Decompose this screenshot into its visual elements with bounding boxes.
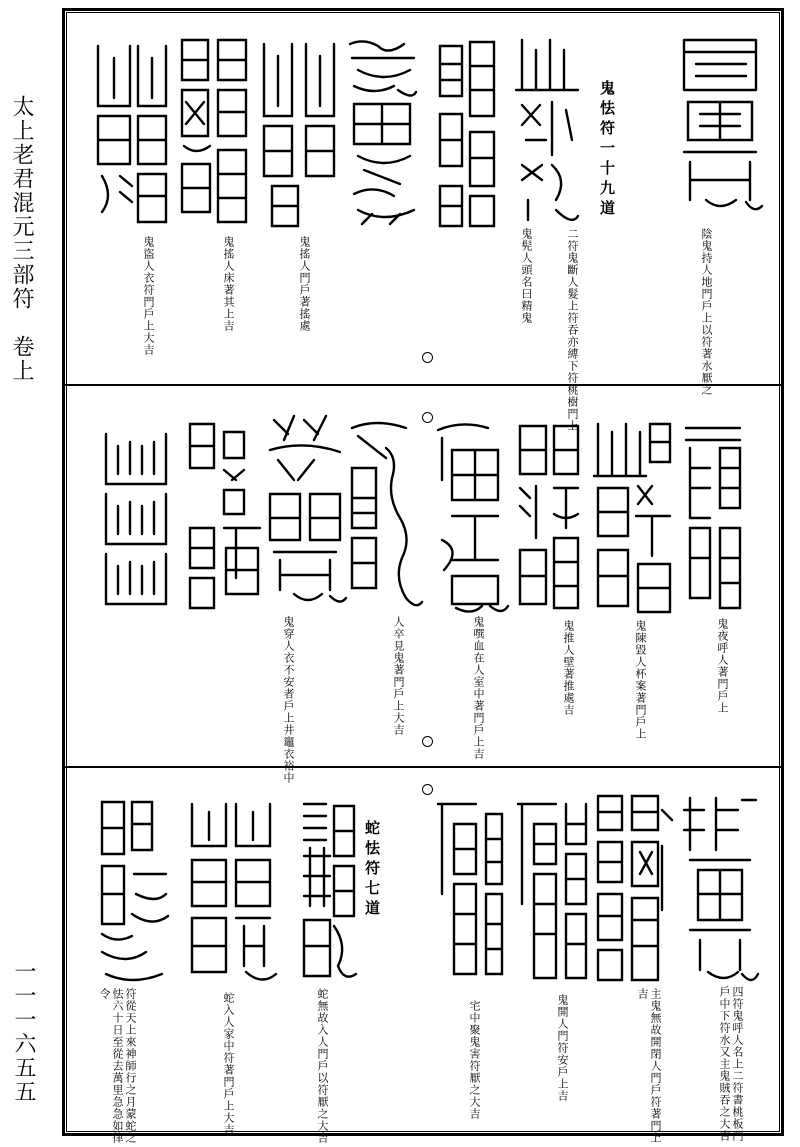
talisman-caption: 鬼開人門符安戶上吉: [556, 994, 569, 1102]
talisman-glyph: [264, 410, 348, 610]
talisman-glyph: [434, 36, 498, 232]
talisman-glyph: [676, 30, 764, 220]
page-number: 一一一六五五: [11, 960, 36, 1104]
talisman-caption: 陰鬼持人地門戶上以符著水厭之: [700, 228, 713, 396]
talisman-glyph: [184, 418, 266, 614]
talisman-caption: 鬼推人壁著推處吉: [562, 620, 575, 716]
talisman-glyph: [100, 424, 172, 610]
talisman-caption: 四符鬼呼人名上二符書桃板門戶中下符水又主鬼賊吞之大吉: [718, 986, 744, 1142]
talisman-glyph: [176, 32, 252, 228]
panel-divider-2: [64, 766, 782, 768]
talisman-caption: 蛇無故入人門戶以符厭之大吉: [316, 988, 329, 1144]
talisman-caption: 人卒見鬼著門戶上大吉: [392, 616, 405, 736]
ring-mark: [422, 736, 433, 747]
talisman-caption: 鬼髡人頭名曰精鬼: [520, 228, 533, 324]
ring-mark: [422, 352, 433, 363]
talisman-glyph: [432, 420, 510, 616]
talisman-caption: 鬼陳毀人杯案著門戶上: [634, 620, 647, 740]
talisman-glyph: [258, 36, 340, 232]
talisman-glyph: [96, 794, 172, 990]
talisman-caption: 鬼噀血在人室中著門戶上吉: [472, 616, 485, 760]
talisman-glyph: [512, 794, 592, 984]
talisman-caption: 符從天上來神師行之月蒙蛇之怯六十日至從去萬里急急如律令: [98, 988, 137, 1144]
talisman-glyph: [344, 34, 420, 230]
talisman-glyph: [680, 790, 760, 986]
talisman-caption: 蛇入人家中符著門戶上大吉: [222, 992, 235, 1136]
talisman-caption: 二符鬼斷人髮上符吞亦縛下符桃樹門上: [566, 228, 579, 432]
talisman-glyph: [298, 796, 358, 992]
talisman-caption: 鬼盜人衣符門戶上大吉: [142, 236, 155, 356]
talisman-glyph: [186, 796, 282, 992]
talisman-glyph: [512, 30, 582, 230]
talisman-glyph: [592, 790, 680, 986]
talisman-caption: 鬼搖人床著其上吉: [222, 236, 235, 332]
talisman-glyph: [90, 36, 170, 232]
panel-divider-1: [64, 384, 782, 386]
talisman-caption: 宅中聚鬼害符厭之大吉: [468, 1000, 481, 1120]
talisman-glyph: [346, 418, 426, 614]
talisman-caption: 鬼夜呼人著門戶上: [716, 618, 729, 714]
talisman-glyph: [680, 418, 746, 614]
talisman-caption: 鬼穿人衣不安者戶上井竈衣裕中: [282, 616, 295, 784]
talisman-caption: 主鬼無故開閉人門戶符著門上吉: [636, 988, 662, 1144]
talisman-glyph: [514, 418, 584, 614]
talisman-glyph: [432, 794, 506, 980]
panel-heading: 鬼怯符一十九道: [598, 80, 616, 220]
talisman-glyph: [592, 416, 676, 616]
talisman-caption: 鬼搖人門戶著搖處: [298, 236, 311, 332]
panel-heading: 蛇怯符七道: [363, 820, 381, 920]
book-title: 太上老君混元三部符 卷上: [9, 95, 34, 383]
